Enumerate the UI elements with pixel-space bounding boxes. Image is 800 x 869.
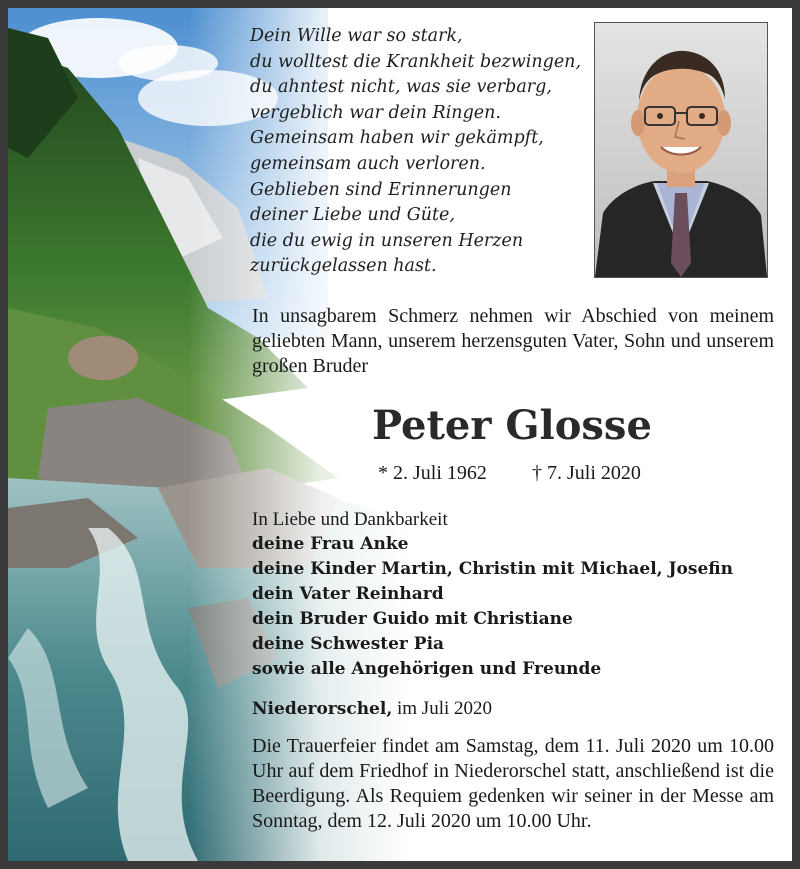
place-and-date: [252, 698, 492, 720]
poem-line: Dein Wille war so stark,: [250, 26, 463, 46]
poem-line: du ahntest nicht, was sie verbarg,: [250, 77, 552, 98]
mourner-line: deine Kinder Martin, Christin mit Michael, Josefin: [252, 559, 734, 579]
poem-line: du wolltest die Krankheit bezwingen,: [250, 51, 582, 72]
place-date: im Juli 2020: [397, 698, 493, 719]
mourner-line: deine Schwester Pia: [252, 634, 445, 654]
mourner-line: deine Frau Anke: [252, 534, 409, 554]
poem-line: Geblieben sind Erinnerungen: [250, 179, 512, 200]
place-city: Niederorschel,: [252, 699, 393, 719]
portrait-photo: [594, 22, 768, 278]
obituary-notice: [8, 8, 792, 861]
death-date: † 7. Juli 2020: [532, 462, 641, 484]
birth-date: * 2. Juli 1962: [378, 462, 487, 484]
mourner-line: dein Bruder Guido mit Christiane: [252, 609, 573, 629]
portrait-illustration: [595, 23, 767, 277]
farewell-text: In unsagbarem Schmerz nehmen wir Abschied von meinem geliebten Mann, unserem herzensguten Vater, Sohn und unserem großen Bruder: [252, 305, 774, 377]
poem-line: Gemeinsam haben wir gekämpft,: [250, 128, 544, 149]
poem-line: gemeinsam auch verloren.: [250, 153, 486, 174]
mourner-line: dein Vater Reinhard: [252, 584, 444, 604]
mourner-line: sowie alle Angehörigen und Freunde: [252, 659, 602, 679]
memorial-poem: [250, 24, 580, 280]
funeral-service-text: Die Trauerfeier findet am Samstag, dem 11. Juli 2020 um 10.00 Uhr auf dem Friedhof in Niederorschel statt, anschließend ist die Beerdigung. Als Requiem gedenken wir seiner in der Messe am Sonntag, dem 12. Juli 2020 um 10.00 Uhr.: [252, 735, 774, 832]
poem-line: die du ewig in unseren Herzen: [250, 230, 524, 251]
deceased-name: Peter Glosse: [372, 402, 652, 449]
poem-line: deiner Liebe und Güte,: [250, 205, 455, 226]
poem-line: vergeblich war dein Ringen.: [250, 102, 501, 123]
mourners-intro: In Liebe und Dankbarkeit: [252, 509, 448, 530]
mourners-list: [252, 507, 774, 682]
poem-line: zurückgelassen hast.: [250, 256, 437, 277]
